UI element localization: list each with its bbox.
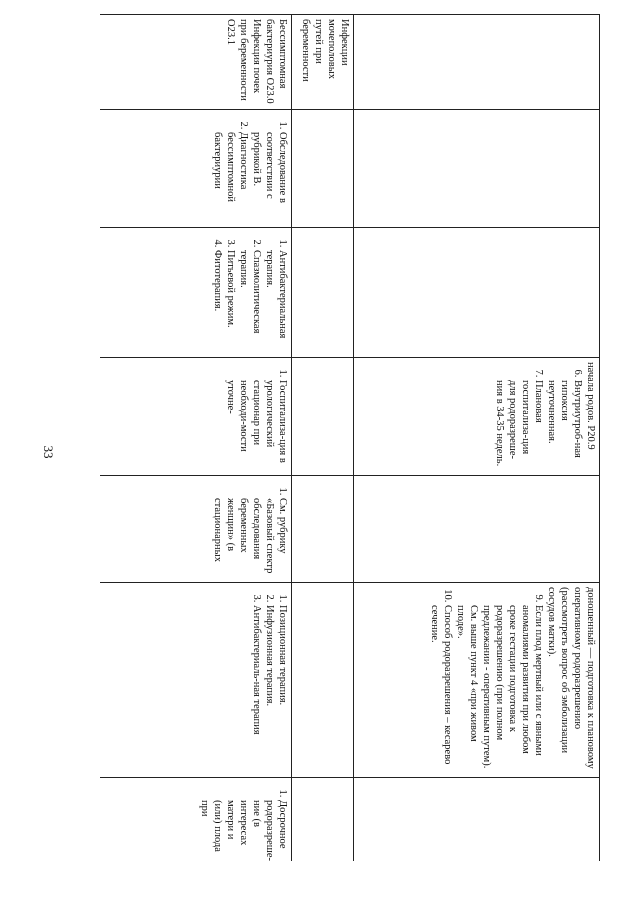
row1-col4-prefix: начала родов. P20.9: [585, 362, 596, 450]
clinical-protocol-table: [100, 14, 600, 861]
row3-col6: [100, 583, 292, 778]
list-item: 1. Антибактериальная терапия.: [263, 250, 289, 353]
row1-col6: [354, 583, 600, 778]
list-item: 10. Способ родоразрешения – кесарево сечение.: [428, 605, 454, 773]
row1-col2: [354, 110, 600, 228]
table-viewport: [100, 14, 600, 861]
row1-col6-list: [428, 587, 545, 773]
row3-col3-list: [211, 232, 289, 353]
table-row: [354, 15, 600, 862]
row2-col3: [292, 228, 354, 358]
row1-col4: [354, 358, 600, 476]
row3-col2-list: [211, 114, 289, 223]
row2-col4: [292, 358, 354, 476]
table-body: [100, 15, 600, 862]
row3-col1: Бессимптомная бактериурия О23.0 Инфекция почек при беременности О23.1: [100, 15, 292, 110]
row1-col1: [354, 15, 600, 110]
row3-col5-list: [211, 480, 289, 578]
list-item: 2. Инфузионная терапия.: [263, 605, 276, 773]
row1-col5: [354, 476, 600, 583]
list-item: 3. Питьевой режим.: [224, 250, 237, 353]
row1-col7: [354, 778, 600, 862]
row2-col7: [292, 778, 354, 862]
row3-col4: [100, 358, 292, 476]
list-item: 6. Внутриутроб-ная гипоксия неуточненная.: [545, 380, 584, 471]
list-item: 3. Антибактериаль-ная терапия: [250, 605, 263, 773]
row1-col4-list: [493, 362, 584, 471]
row1-col3: [354, 228, 600, 358]
row3-col6-list: [250, 587, 289, 773]
page-number: 33: [41, 445, 56, 459]
rotated-table-container: [100, 14, 600, 861]
row3-col7-list: [198, 782, 289, 861]
list-item: 1. Досрочное родоразреше-ние (в интересах матери и (или) плода при: [198, 800, 289, 857]
row1-col6-prefix: доношенный — подготовка к плановому оперативному родоразрешению (рассмотреть вопрос об эмболизации сосудов матки).: [546, 587, 596, 769]
row3-col7: [100, 778, 292, 862]
list-item: 1. Госпитализа-ция в урологический стационар при необходи-мости уточне-: [224, 380, 289, 471]
list-item: 7. Плановая госпитализа-ция для родоразреше-ния в 34-35 недель.: [493, 380, 545, 471]
row2-col2: [292, 110, 354, 228]
row2-col1: Инфекции мочеполовых путей при беременности: [292, 15, 354, 110]
row3-col5: [100, 476, 292, 583]
row2-col5: [292, 476, 354, 583]
row3-col3: [100, 228, 292, 358]
list-item: 1. Обследование в соответствии с рубрикой В.: [250, 132, 289, 223]
list-item: 1. См. рубрику «Базовый спектр обследования беременных женщин» (в стационарных: [211, 498, 289, 578]
row2-col6: [292, 583, 354, 778]
table-row: [100, 15, 292, 862]
list-item: 2. Спазмолитическая терапия.: [237, 250, 263, 353]
row3-col4-list: [224, 362, 289, 471]
list-item: 9. Если плод мертвый или с явными аномалиями развития при любом сроке гестации подготовка к родоразрешению (при полном предлежании - оперативным путем). См. выше пункт 4 «при живом плоде».: [454, 605, 545, 773]
list-item: 1. Позиционная терапия.: [276, 605, 289, 773]
table-row: [292, 15, 354, 862]
row3-col2: [100, 110, 292, 228]
list-item: 4. Фитотерапия.: [211, 250, 224, 353]
list-item: 2. Диагностика бессимптомной бактериурии: [211, 132, 250, 223]
